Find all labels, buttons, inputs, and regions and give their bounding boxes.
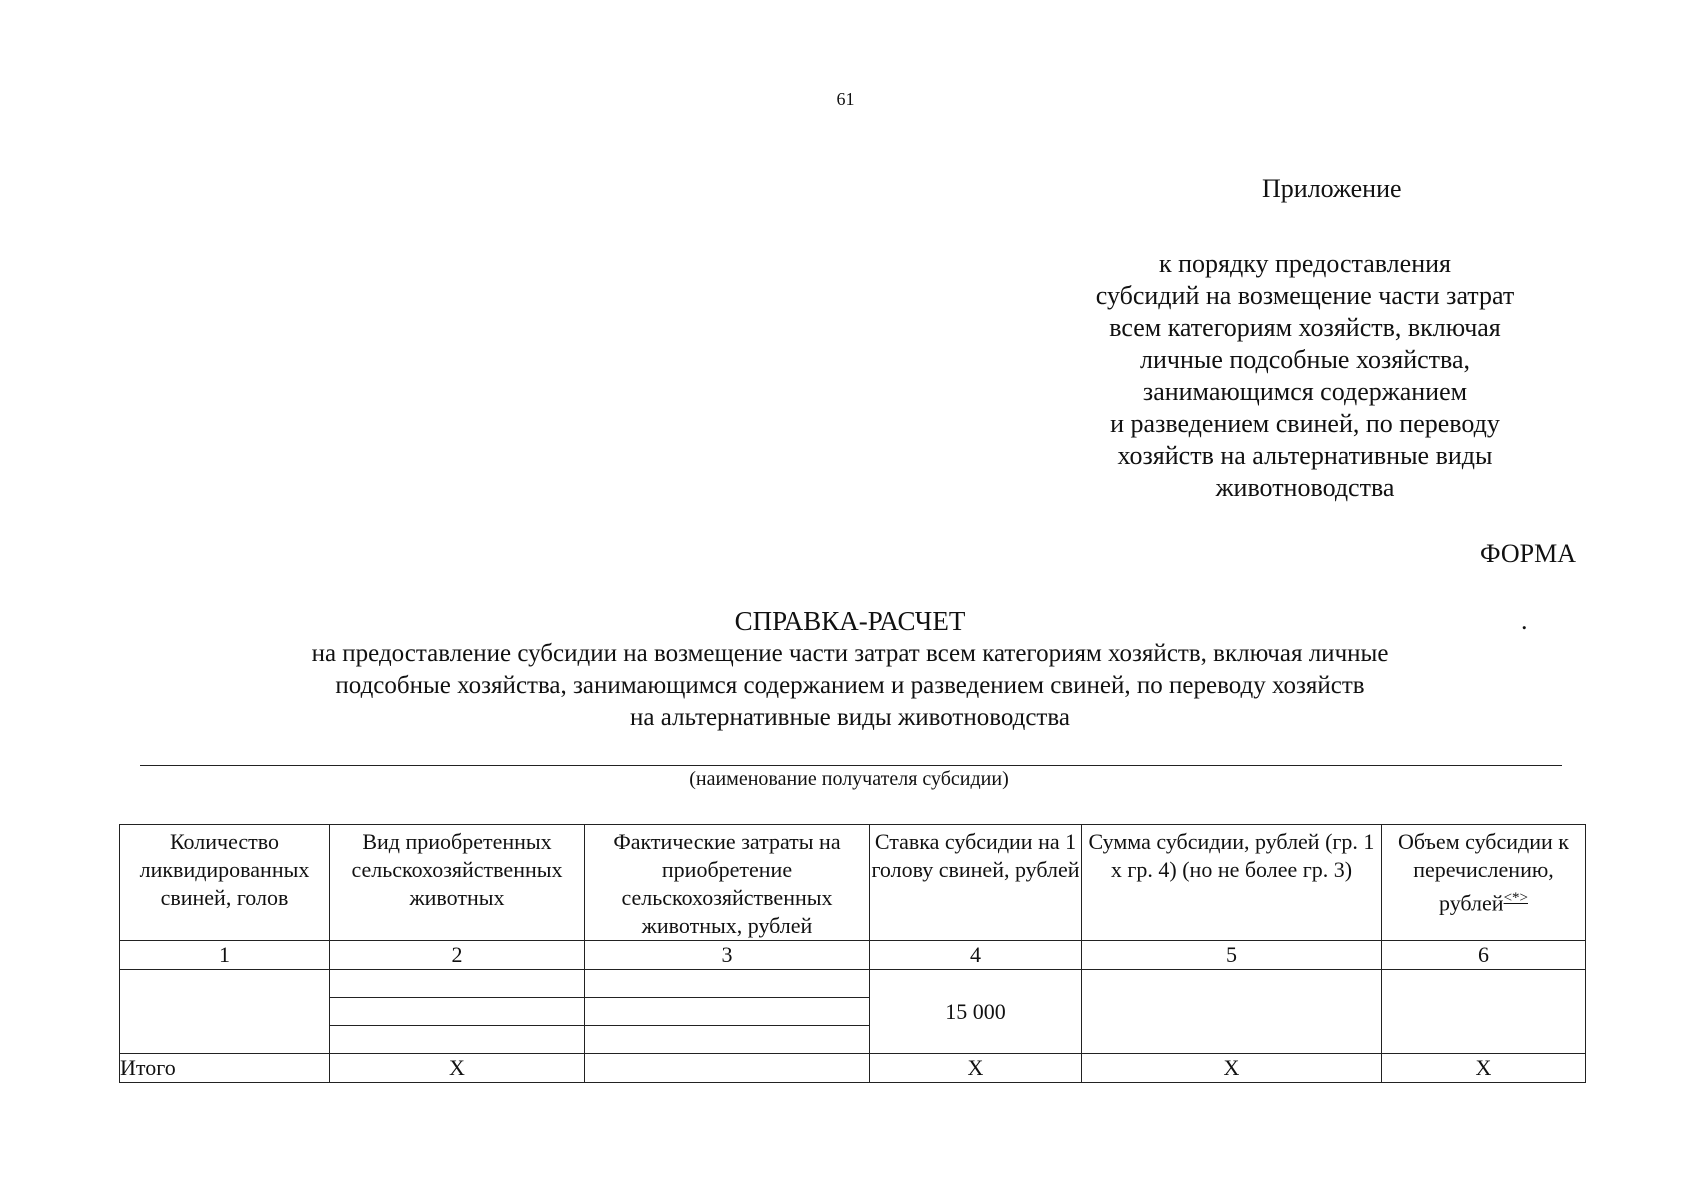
header-cell: Количество ликвидированных свиней, голов	[120, 825, 330, 941]
form-label: ФОРМА	[1480, 539, 1576, 568]
document-subtitle	[140, 638, 1560, 734]
recipient-line	[140, 765, 1562, 766]
total-label: Итого	[120, 1054, 330, 1083]
pigs-count-cell[interactable]	[120, 970, 330, 1054]
appendix-line: животноводства	[1215, 473, 1395, 502]
actual-costs-cell[interactable]	[585, 1026, 870, 1054]
document-title: СПРАВКА-РАСЧЕТ	[734, 606, 966, 636]
actual-costs-cell[interactable]	[585, 998, 870, 1026]
subsidy-volume-cell[interactable]	[1382, 970, 1586, 1054]
total-costs-cell[interactable]	[585, 1054, 870, 1083]
appendix-description	[1095, 248, 1515, 504]
total-row	[120, 1054, 1586, 1083]
subtitle-line: на предоставление субсидии на возмещение части затрат всем категориям хозяйств, включая личные	[311, 640, 1389, 667]
header-cell: Фактические затраты на приобретение сельскохозяйственных животных, рублей	[585, 825, 870, 941]
recipient-caption: (наименование получателя субсидии)	[689, 768, 1009, 790]
column-number: 4	[870, 941, 1082, 970]
appendix-title: Приложение	[1262, 174, 1402, 203]
appendix-line: хозяйств на альтернативные виды	[1117, 441, 1493, 470]
rate-cell: 15 000	[870, 970, 1082, 1054]
appendix-line: к порядку предоставления	[1159, 249, 1451, 278]
animal-type-cell[interactable]	[330, 1026, 585, 1054]
appendix-line: и разведением свиней, по переводу	[1110, 409, 1500, 438]
header-cell: Сумма субсидии, рублей (гр. 1 х гр. 4) (но не более гр. 3)	[1082, 825, 1382, 941]
data-row	[120, 970, 1586, 998]
column-number-row	[120, 941, 1586, 970]
column-number: 5	[1082, 941, 1382, 970]
trailing-dot: .	[1521, 606, 1528, 635]
page-number: 61	[836, 89, 855, 109]
header-cell: Ставка субсидии на 1 голову свиней, рублей	[870, 825, 1082, 941]
subtitle-line: подсобные хозяйства, занимающимся содержанием и разведением свиней, по переводу хозяйств	[335, 672, 1365, 699]
column-number: 3	[585, 941, 870, 970]
calculation-table	[119, 824, 1586, 1083]
actual-costs-cell[interactable]	[585, 970, 870, 998]
total-cell: X	[1082, 1054, 1382, 1083]
appendix-line: занимающимся содержанием	[1142, 377, 1468, 406]
subtitle-line: на альтернативные виды животноводства	[630, 704, 1070, 731]
total-cell: X	[1382, 1054, 1586, 1083]
appendix-line: всем категориям хозяйств, включая	[1109, 313, 1501, 342]
header-cell-with-note	[1382, 825, 1586, 941]
footnote-marker: <*>	[1503, 890, 1528, 906]
column-number: 1	[120, 941, 330, 970]
header-cell-text: Объем субсидии к перечислению, рублей	[1398, 829, 1569, 916]
animal-type-cell[interactable]	[330, 970, 585, 998]
animal-type-cell[interactable]	[330, 998, 585, 1026]
column-number: 6	[1382, 941, 1586, 970]
appendix-line: личные подсобные хозяйства,	[1139, 345, 1470, 374]
header-cell: Вид приобретенных сельскохозяйственных животных	[330, 825, 585, 941]
column-number: 2	[330, 941, 585, 970]
total-cell: X	[870, 1054, 1082, 1083]
header-row	[120, 825, 1586, 941]
subsidy-sum-cell[interactable]	[1082, 970, 1382, 1054]
appendix-line: субсидий на возмещение части затрат	[1095, 281, 1515, 310]
total-cell: X	[330, 1054, 585, 1083]
